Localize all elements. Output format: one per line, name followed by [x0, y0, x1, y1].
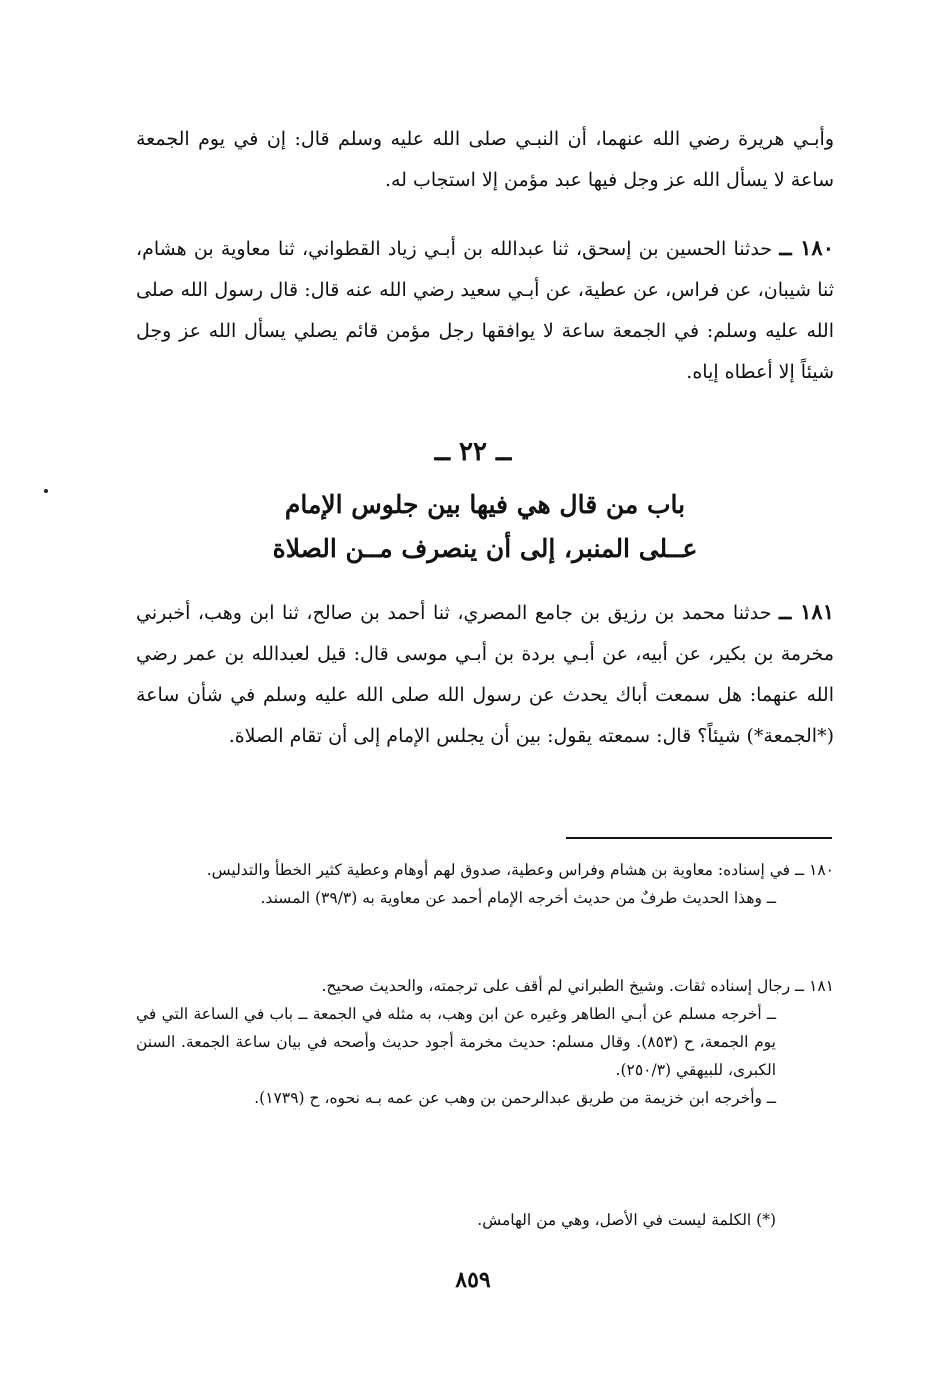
hadith-181-text: حدثنا محمد بن رزيق بن جامع المصري، ثنا أحمد بن صالح، ثنا ابن وهب، أخبرني مخرمة بن بكير، عن أبيه، عن أبـي بردة بن أبـي موسى قال: قيل لعبدالله بن عمر رضي الله عنهما: هل سمعت أباك يحدث عن رسول الله صلى الله عليه وسلم في شأن ساعة (*الجمعة*) شيئاً؟ قال: سمعته يقول: بين أن يجلس الإمام إلى أن تقام الصلاة.	[136, 602, 834, 747]
hadith-180-paragraph	[136, 227, 834, 393]
hadith-181-number: ١٨١ ــ	[779, 599, 834, 624]
footnote-star: (*) الكلمة ليست في الأصل، وهي من الهامش.	[477, 1211, 776, 1229]
footnote-181-line2: ــ أخرجه مسلم عن أبـي الطاهر وغيره عن ابن وهب، به مثله في الجمعة ــ باب في الساعة التي في يوم الجمعة، ح (٨٥٣). وقال مسلم: حديث مخرمة أجود حديث وأصحه في بيان ساعة الجمعة. السنن الكبرى، للبيهقي (٢٥٠/٣).	[136, 1005, 776, 1079]
hadith-181-paragraph	[136, 591, 834, 757]
hadith-180-block	[136, 227, 834, 393]
hadith-181-block	[136, 591, 834, 757]
footnote-180-line1: ١٨٠ ــ في إسناده: معاوية بن هشام وفراس وعطية، صدوق لهم أوهام وعطية كثير الخطأ والتدليس.	[206, 861, 834, 879]
chapter-number: ــ ٢٢ ــ	[434, 437, 512, 467]
footnote-180-line2: ــ وهذا الحديث طرفٌ من حديث أخرجه الإمام أحمد عن معاوية به (٣٩/٣) المسند.	[260, 889, 776, 907]
top-paragraph: وأبـي هريرة رضي الله عنهما، أن النبـي صلى الله عليه وسلم قال: إن في يوم الجمعة ساعة لا يسأل الله عز وجل فيها عبد مؤمن إلا استجاب له.	[136, 128, 834, 191]
scan-speck	[44, 489, 48, 493]
footnote-181-line3: ــ وأخرجه ابن خزيمة من طريق عبدالرحمن بن وهب عن عمه بـه نحوه، ح (١٧٣٩).	[254, 1089, 776, 1107]
chapter-title-line1: باب من قال هي فيها بين جلوس الإمام	[284, 490, 686, 519]
footnote-180-block	[136, 856, 834, 912]
page-number: ٨٥٩	[455, 1267, 491, 1293]
footnote-181-line1: ١٨١ ــ رجال إسناده ثقات. وشيخ الطبراني لم أقف على ترجمته، والحديث صحيح.	[321, 977, 834, 995]
chapter-title-line2: عــلى المنبر، إلى أن ينصرف مــن الصلاة	[272, 534, 698, 563]
footnote-divider	[566, 837, 832, 839]
hadith-180-number: ١٨٠ ــ	[779, 235, 834, 260]
hadith-180-text: حدثنا الحسين بن إسحق، ثنا عبدالله بن أبـي زياد القطواني، ثنا معاوية بن هشام، ثنا شيبان، عن فراس، عن عطية، عن أبـي سعيد رضي الله عنه قال: قال رسول الله صلى الله عليه وسلم: في الجمعة ساعة لا يوافقها رجل مؤمن قائم يصلي يسأل الله عز وجل شيئاً إلا أعطاه إياه.	[136, 238, 834, 383]
footnote-star-block	[136, 1206, 834, 1234]
top-paragraph-block	[136, 119, 834, 201]
footnote-181-block	[136, 972, 834, 1112]
